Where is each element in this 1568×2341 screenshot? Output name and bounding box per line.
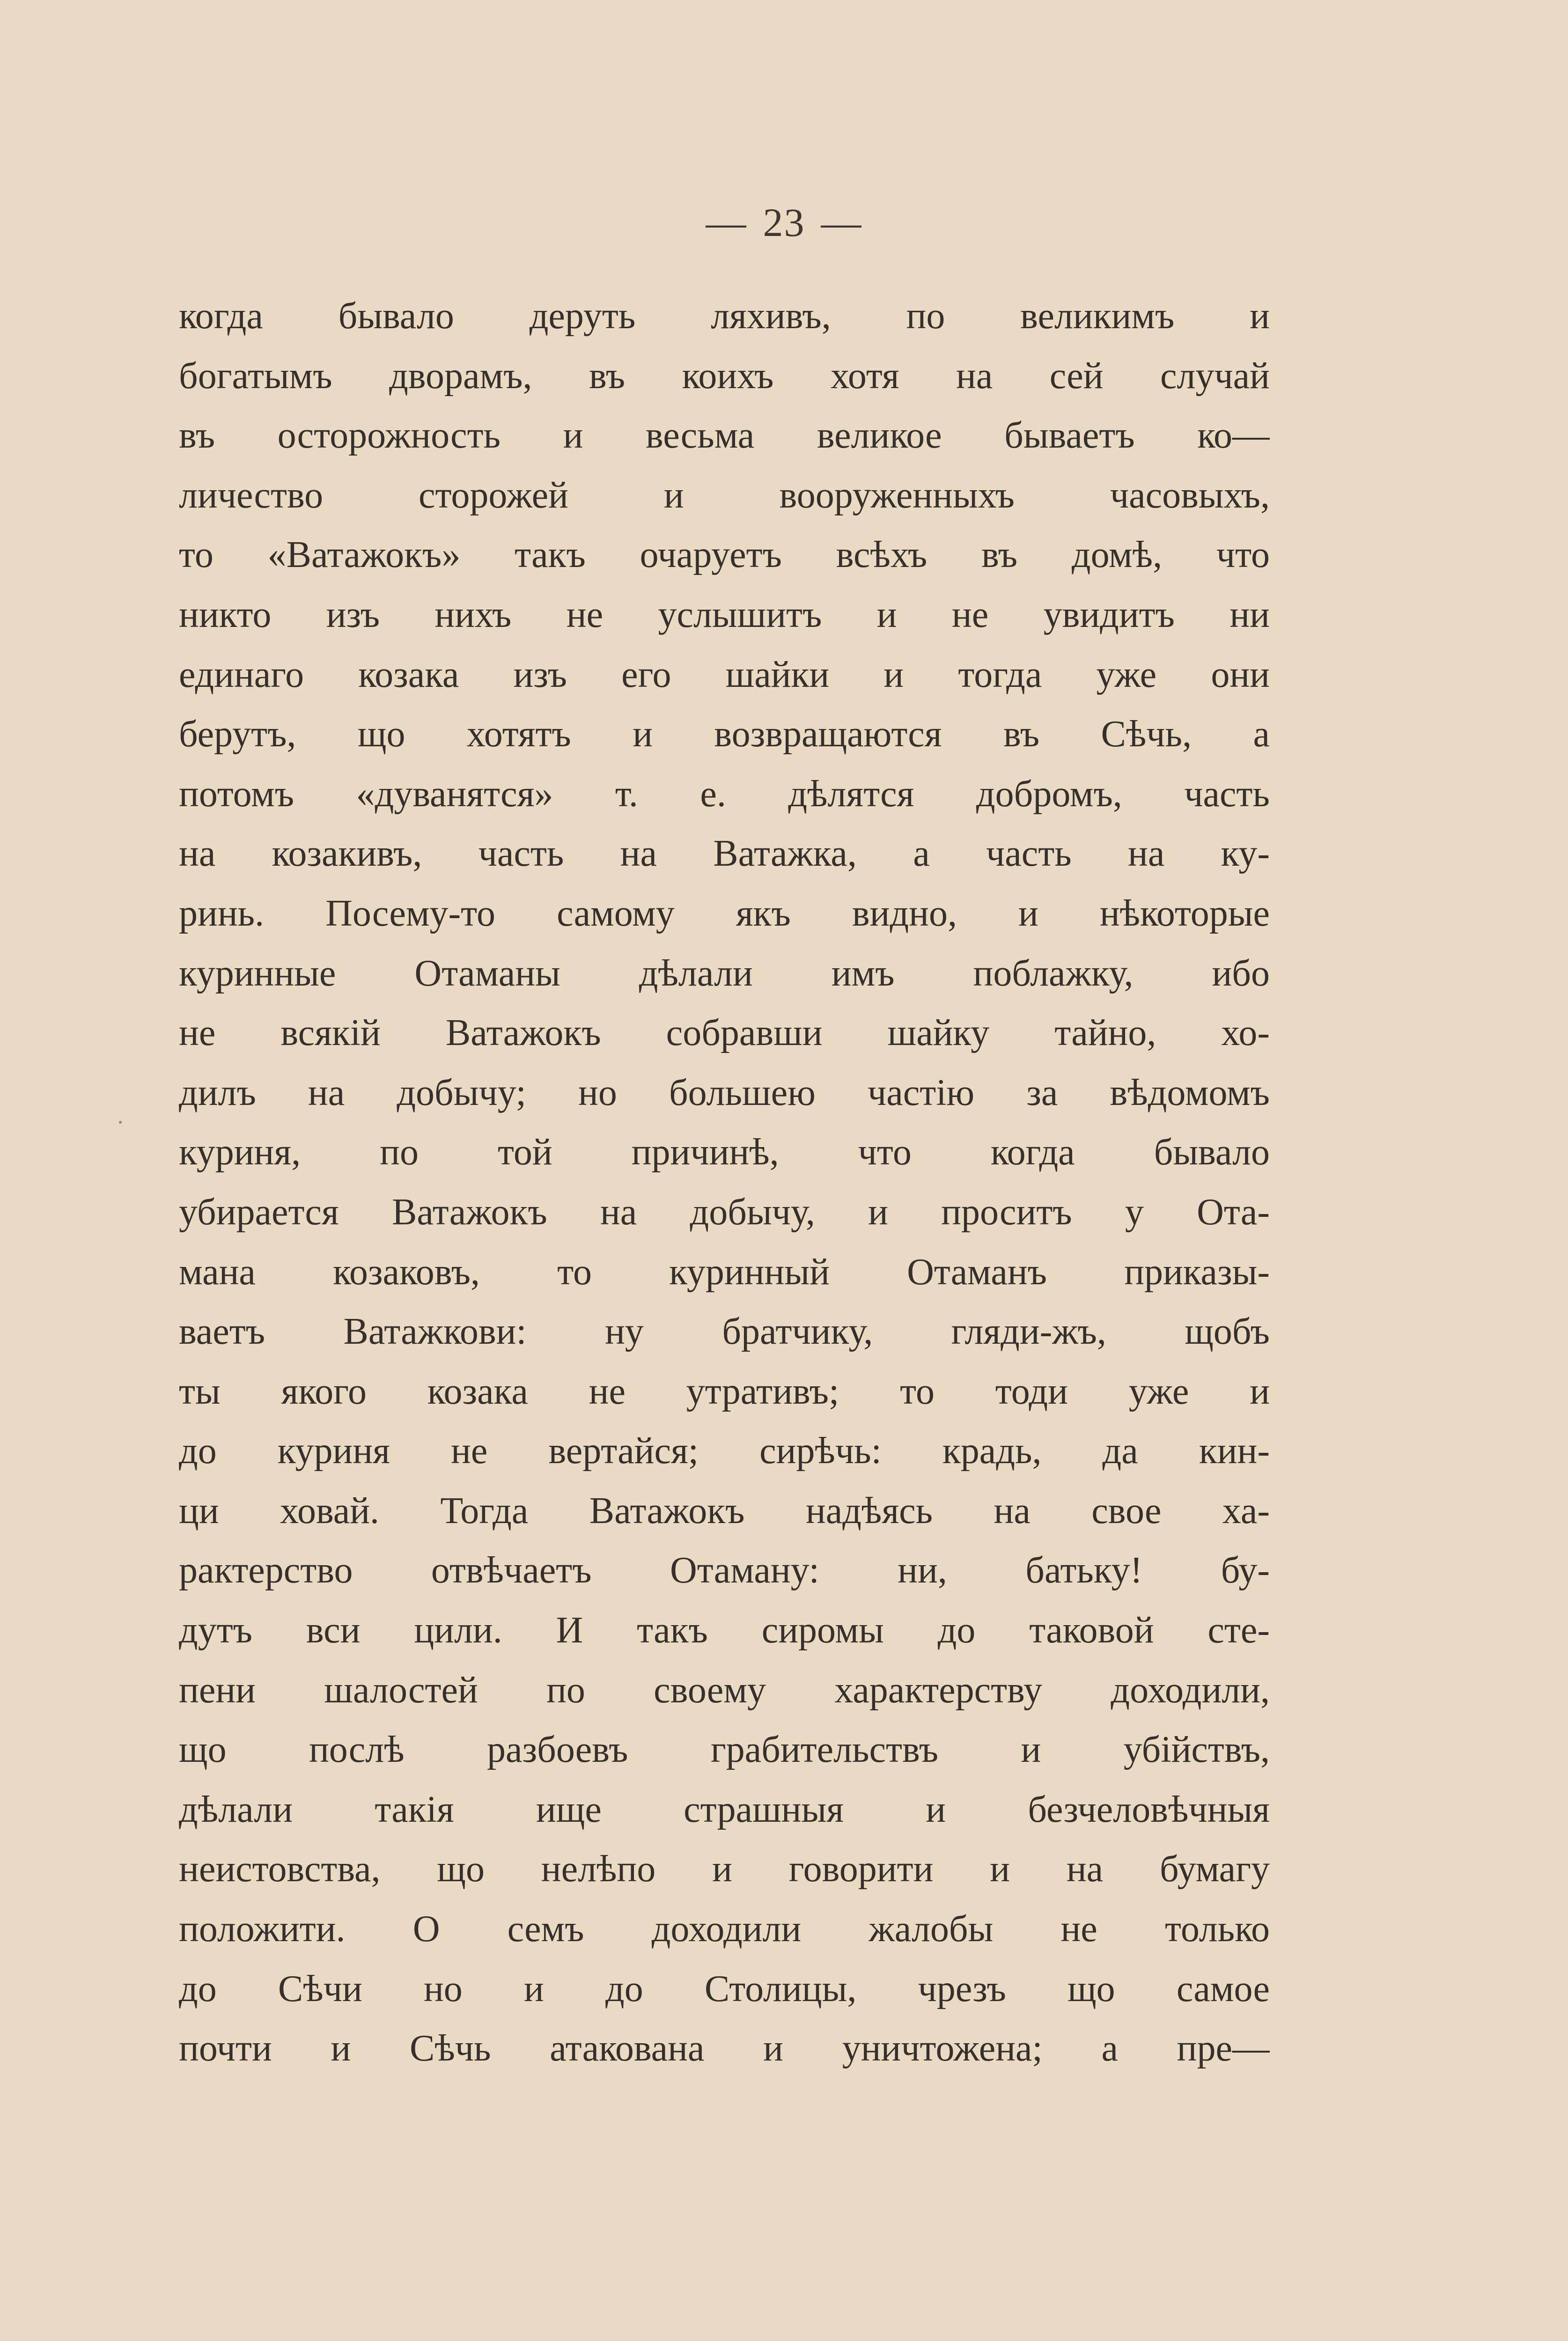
text-line: дилъ на добычу; но большею частію за вѣдомомъ [179,1072,1270,1113]
text-line: почти и Сѣчь атакована и уничтожена; а пре— [179,2028,1270,2069]
text-line: куринные Отаманы дѣлали имъ поблажку, ибо [179,952,1270,994]
text-line: пени шалостей по своему характерству доходили, [179,1669,1270,1711]
text-line: дѣлали такія ище страшныя и безчеловѣчныя [179,1789,1270,1830]
text-line: що послѣ разбоевъ грабительствъ и убійствъ, [179,1729,1270,1771]
text-line: личество сторожей и вооруженныхъ часовыхъ, [179,474,1270,516]
text-line: до Сѣчи но и до Столицы, чрезъ що самое [179,1968,1270,2010]
text-line: мана козаковъ, то куринный Отаманъ приказы- [179,1251,1270,1293]
text-line: ци ховай. Тогда Ватажокъ надѣясь на свое ха- [179,1490,1270,1531]
text-line: единаго козака изъ его шайки и тогда уже они [179,654,1270,695]
text-line: берутъ, що хотятъ и возвращаются въ Сѣчь, а [179,714,1270,755]
text-line: потомъ «дуванятся» т. е. дѣлятся добромъ, часть [179,773,1270,815]
text-line: рактерство отвѣчаетъ Отаману: ни, батьку! бу- [179,1550,1270,1591]
text-line: когда бывало деруть ляхивъ, по великимъ и [179,295,1270,337]
text-line: куриня, по той причинѣ, что когда бывало [179,1132,1270,1173]
text-line: никто изъ нихъ не услышитъ и не увидитъ ни [179,594,1270,635]
text-line: богатымъ дворамъ, въ коихъ хотя на сей случай [179,355,1270,397]
page-number-header [0,192,1568,253]
text-line: ты якого козака не утративъ; то тоди уже и [179,1370,1270,1412]
text-line: положити. О семъ доходили жалобы не только [179,1908,1270,1950]
page-number: 23 [763,200,805,245]
text-line: дутъ вси цили. И такъ сиромы до таковой сте- [179,1610,1270,1651]
paper-speck [119,1121,122,1124]
text-line: на козакивъ, часть на Ватажка, а часть на ку- [179,833,1270,875]
text-line: въ осторожность и весьма великое бываетъ ко— [179,415,1270,456]
text-line: ваетъ Ватажкови: ну братчику, гляди-жъ, щобъ [179,1311,1270,1353]
text-line: убирается Ватажокъ на добычу, и проситъ у Ота- [179,1191,1270,1233]
body-text [179,287,1270,2079]
page-number-dash-left: — [706,200,747,245]
text-line: то «Ватажокъ» такъ очаруетъ всѣхъ въ домѣ, что [179,534,1270,576]
text-line: неистовства, що нелѣпо и говорити и на бумагу [179,1848,1270,1890]
page-number-dash-right: — [821,200,862,245]
text-line: до куриня не вертайся; сирѣчь: крадь, да кин- [179,1430,1270,1472]
text-line: не всякій Ватажокъ собравши шайку тайно, хо- [179,1012,1270,1054]
text-line: ринь. Посему-то самому якъ видно, и нѣкоторые [179,892,1270,934]
